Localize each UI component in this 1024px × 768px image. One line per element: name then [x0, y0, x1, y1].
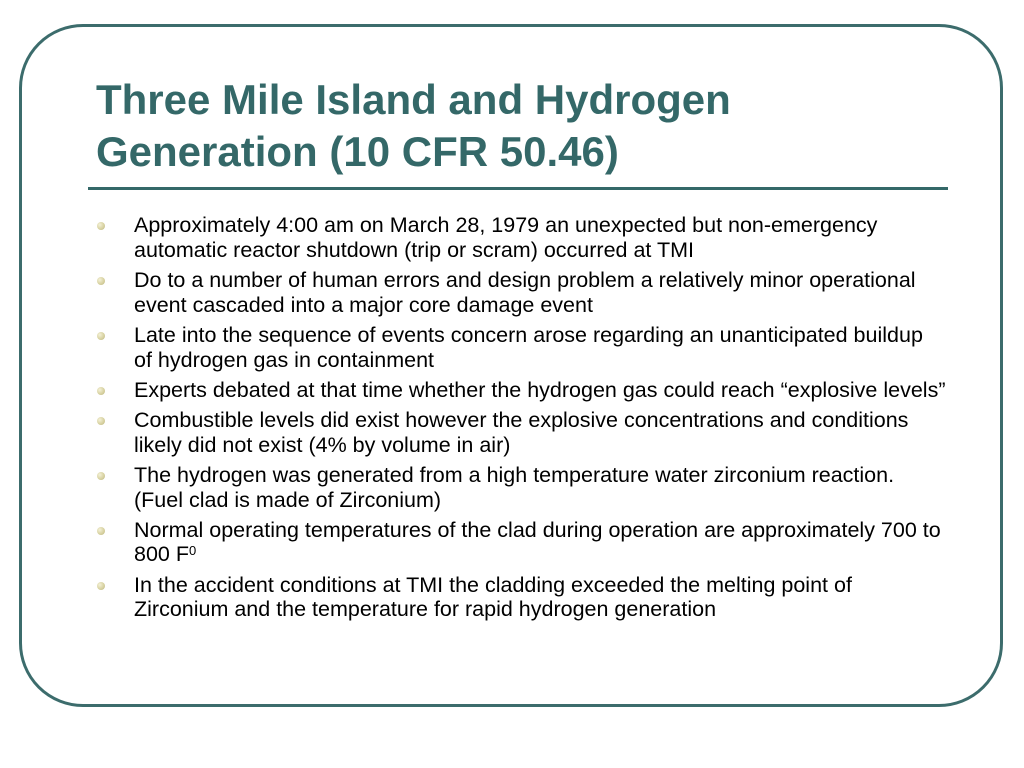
title-underline: [88, 187, 948, 190]
bullet-text: Late into the sequence of events concern arose regarding an unanticipated buildup of hydrogen gas in containment: [134, 322, 923, 372]
bullet-icon: [97, 582, 105, 590]
bullet-item-5: [96, 408, 946, 457]
bullet-icon: [97, 387, 105, 395]
bullet-icon: [97, 417, 105, 425]
bullet-icon: [97, 222, 105, 230]
bullet-text: Do to a number of human errors and design problem a relatively minor operational event cascaded into a major core damage event: [134, 267, 916, 317]
temperature-superscript: 0: [188, 543, 197, 559]
bullet-text: The hydrogen was generated from a high temperature water zirconium reaction. (Fuel clad is made of Zirconium): [134, 462, 895, 512]
bullet-item-4: [96, 378, 946, 403]
bullet-item-1: [96, 213, 946, 262]
bullet-list: [96, 213, 946, 628]
bullet-item-6: [96, 463, 946, 512]
slide-title: [96, 74, 946, 178]
bullet-text-with-superscript: [134, 518, 946, 567]
bullet-item-7: [96, 518, 946, 567]
bullet-icon: [97, 472, 105, 480]
slide-title-line-2: Generation (10 CFR 50.46): [96, 128, 619, 175]
bullet-icon: [97, 277, 105, 285]
bullet-text: Normal operating temperatures of the clad during operation are approximately 700 to 800 F: [134, 517, 941, 567]
bullet-text: Experts debated at that time whether the hydrogen gas could reach “explosive levels”: [134, 377, 946, 402]
bullet-text: In the accident conditions at TMI the cladding exceeded the melting point of Zirconium and the temperature for rapid hydrogen generation: [134, 572, 852, 622]
bullet-text: Combustible levels did exist however the explosive concentrations and conditions likely did not exist (4% by volume in air): [134, 407, 909, 457]
bullet-text: Approximately 4:00 am on March 28, 1979 an unexpected but non-emergency automatic reactor shutdown (trip or scram) occurred at TMI: [134, 213, 878, 262]
bullet-item-8: [96, 573, 946, 622]
bullet-icon: [97, 527, 105, 535]
bullet-item-3: [96, 323, 946, 372]
slide-title-line-1: Three Mile Island and Hydrogen: [96, 76, 731, 123]
bullet-item-2: [96, 268, 946, 317]
bullet-icon: [97, 332, 105, 340]
